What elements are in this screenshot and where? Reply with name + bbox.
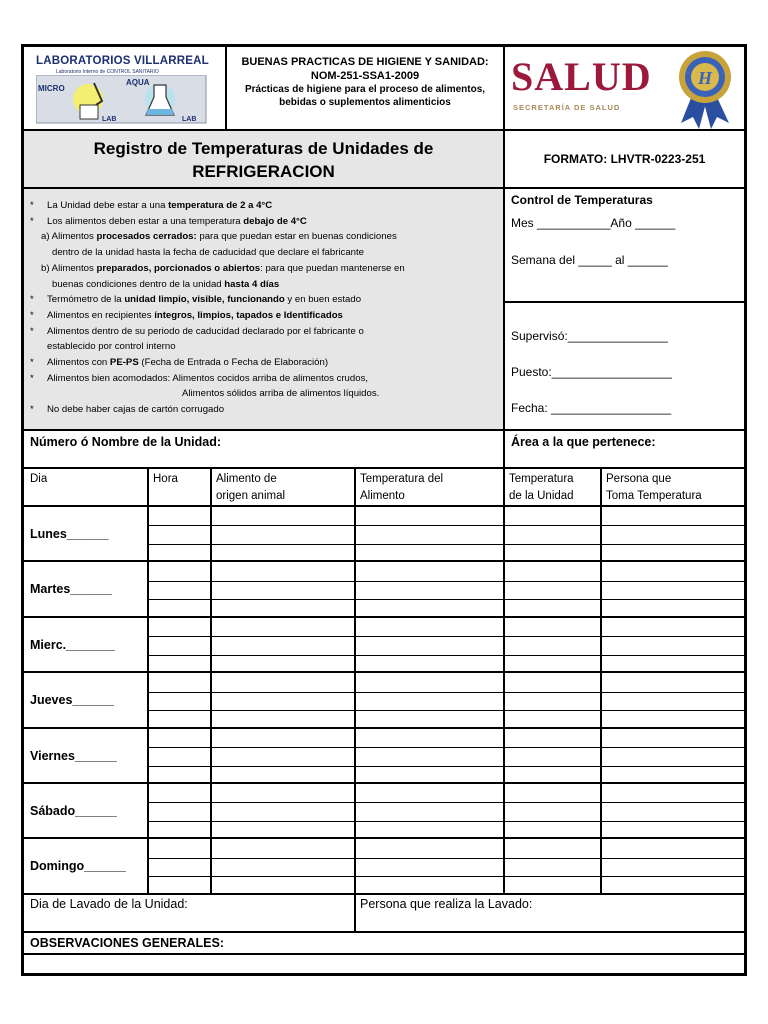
observaciones-label: OBSERVACIONES GENERALES: <box>30 936 225 950</box>
table-row[interactable] <box>147 618 744 636</box>
table-row[interactable] <box>147 673 744 692</box>
day-block <box>24 618 744 673</box>
table-row[interactable] <box>147 599 744 618</box>
lavado-field[interactable]: Dia de Lavado de la Unidad: <box>30 897 188 911</box>
table-row[interactable] <box>147 636 744 654</box>
norm-desc-1: Prácticas de higiene para el proceso de alimentos, <box>244 84 486 95</box>
rule-item: * Los alimentos deben estar a una temperatura debajo de 4°C <box>30 215 307 227</box>
unidad-row <box>24 431 744 469</box>
column-header-row <box>24 469 744 507</box>
salud-logo <box>505 47 744 129</box>
form-title <box>24 131 503 187</box>
rule-item: buenas condiciones dentro de la unidad hasta 4 días <box>52 278 280 290</box>
table-row[interactable] <box>147 507 744 525</box>
rule-item: * No debe haber cajas de cartón corrugado <box>30 404 225 416</box>
rule-item: * Alimentos en recipientes íntegros, limpios, tapados e Identificados <box>30 309 343 321</box>
rule-item: establecido por control interno <box>47 341 176 353</box>
table-row[interactable] <box>147 581 744 600</box>
puesto-field[interactable]: Puesto:__________________ <box>511 365 672 379</box>
day-block <box>24 784 744 839</box>
divider <box>147 469 149 505</box>
day-label: Martes______ <box>30 582 113 596</box>
day-label: Viernes______ <box>30 749 117 763</box>
table-row[interactable] <box>147 858 744 877</box>
badge-letter: H <box>697 68 713 88</box>
table-row[interactable] <box>147 766 744 784</box>
form-sheet <box>21 44 747 976</box>
table-row[interactable] <box>147 729 744 747</box>
col-temp-alimento: Temperatura del Alimento <box>360 473 444 502</box>
unidad-field[interactable]: Número ó Nombre de la Unidad: <box>30 435 221 449</box>
day-block <box>24 507 744 562</box>
area-field[interactable]: Área a la que pertenece: <box>511 435 656 449</box>
persona-lavado-field[interactable]: Persona que realiza la Lavado: <box>360 897 533 911</box>
salud-text: SALUD <box>511 54 652 99</box>
table-row[interactable] <box>147 692 744 711</box>
formato-code: FORMATO: LHVTR-0223-251 <box>543 152 706 166</box>
control-panel <box>505 189 744 429</box>
day-label: Jueves______ <box>30 693 115 707</box>
fecha-field[interactable]: Fecha: __________________ <box>511 401 672 415</box>
rules-row <box>24 189 744 431</box>
header-row <box>24 47 744 131</box>
day-block <box>24 562 744 618</box>
table-row[interactable] <box>147 544 744 562</box>
divider <box>600 469 602 505</box>
lab-name: LABORATORIOS VILLARREAL <box>36 55 209 67</box>
table-row[interactable] <box>147 747 744 765</box>
table-row[interactable] <box>147 562 744 581</box>
observaciones-row <box>24 933 744 955</box>
rule-item: * Alimentos dentro de su periodo de caducidad declarado por el fabricante o <box>30 325 364 337</box>
supervision-block <box>505 305 744 435</box>
lab-aqua-text: AQUA <box>126 78 150 87</box>
table-row[interactable] <box>147 839 744 858</box>
title-row <box>24 131 744 189</box>
ribbon-badge-icon <box>671 49 741 129</box>
form-title-line2: REFRIGERACION <box>192 162 335 181</box>
lab-logo <box>34 53 214 125</box>
mes-ano-field[interactable]: Mes ___________Año ______ <box>511 216 676 230</box>
control-temperaturas <box>505 189 744 303</box>
secretaria-text: SECRETARÍA DE SALUD <box>513 103 621 112</box>
lab-lab2-text: LAB <box>182 116 197 123</box>
rule-item: b) Alimentos preparados, porcionados o abiertos: para que puedan mantenerse en <box>41 262 405 274</box>
norm-code: NOM-251-SSA1-2009 <box>310 70 420 82</box>
col-dia: Dia <box>30 473 48 485</box>
table-row[interactable] <box>147 784 744 802</box>
norm-block <box>227 47 503 129</box>
divider <box>503 431 505 467</box>
rule-item: dentro de la unidad hasta la fecha de caducidad que declare el fabricante <box>52 247 365 259</box>
rule-item: Alimentos sólidos arriba de alimentos líquidos. <box>182 388 380 400</box>
rule-item: a) Alimentos procesados cerrados: para que puedan estar en buenas condiciones <box>41 231 397 243</box>
day-label: Sábado______ <box>30 804 117 818</box>
norm-title: BUENAS PRACTICAS DE HIGIENE Y SANIDAD: <box>241 56 489 68</box>
rule-item: * Termómetro de la unidad limpio, visible, funcionando y en buen estado <box>30 294 362 306</box>
microscope-flask-icon <box>36 75 212 125</box>
norm-desc-2: bebidas o suplementos alimenticios <box>279 97 451 108</box>
control-heading: Control de Temperaturas <box>511 193 653 207</box>
observaciones-input-row[interactable] <box>24 955 744 976</box>
divider <box>354 893 356 931</box>
day-label: Domingo______ <box>30 859 126 873</box>
lavado-row <box>24 893 744 933</box>
divider <box>354 469 356 505</box>
table-row[interactable] <box>147 525 744 543</box>
superviso-field[interactable]: Supervisó:_______________ <box>511 329 668 343</box>
semana-field[interactable]: Semana del _____ al ______ <box>511 253 668 267</box>
table-row[interactable] <box>147 655 744 673</box>
rule-item: * Alimentos con PE-PS (Fecha de Entrada o Fecha de Elaboración) <box>30 357 329 369</box>
rule-item: * La Unidad debe estar a una temperatura de 2 a 4°C <box>30 200 273 211</box>
col-temp-unidad: Temperatura de la Unidad <box>509 473 574 502</box>
lab-lab1-text: LAB <box>102 116 117 123</box>
lab-subtitle: Laboratorio Interno de CONTROL SANITARIO <box>56 69 159 75</box>
day-block <box>24 839 744 895</box>
divider <box>210 469 212 505</box>
rules-list <box>24 189 503 429</box>
day-label: Mierc._______ <box>30 638 115 652</box>
lab-micro-text: MICRO <box>38 84 65 93</box>
divider <box>503 469 505 505</box>
day-label: Lunes______ <box>30 527 109 541</box>
table-row[interactable] <box>147 802 744 820</box>
day-block <box>24 729 744 784</box>
day-block <box>24 673 744 729</box>
table-row[interactable] <box>147 821 744 839</box>
rule-item: * Alimentos bien acomodados: Alimentos cocidos arriba de alimentos crudos, <box>30 372 369 384</box>
col-alimento: Alimento de origen animal <box>216 473 286 502</box>
col-persona: Persona que Toma Temperatura <box>606 473 702 502</box>
col-hora: Hora <box>153 473 178 485</box>
form-title-line1: Registro de Temperaturas de Unidades de <box>93 139 434 158</box>
table-row[interactable] <box>147 710 744 729</box>
